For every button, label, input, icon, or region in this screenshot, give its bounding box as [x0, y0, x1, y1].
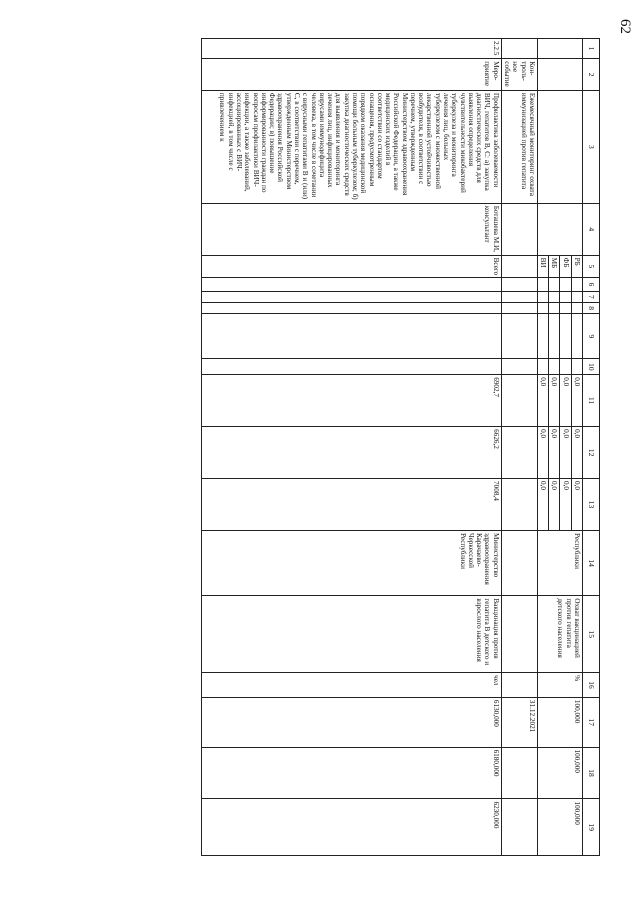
col-header: 7 — [583, 291, 600, 302]
cell-value: 0,0 — [571, 427, 582, 479]
col-header: 10 — [583, 359, 600, 375]
col-header: 11 — [583, 375, 600, 427]
row-number: 2.2.5 — [201, 39, 501, 59]
cell-value: 0,0 — [549, 375, 560, 427]
col-header: 14 — [583, 530, 600, 595]
cell-value: 0,0 — [571, 479, 582, 531]
cell-value: 0,0 — [571, 375, 582, 427]
cell-value: 0,0 — [549, 427, 560, 479]
funding-source: ФБ — [560, 255, 571, 278]
cell-value: 6626,2 — [201, 427, 501, 479]
value-2023: 100,000 — [537, 799, 582, 856]
row-type: Кон-троль-ное событие — [501, 59, 537, 91]
value-2022: 6180,000 — [201, 747, 501, 799]
col-header: 15 — [583, 596, 600, 673]
col-header: 16 — [583, 673, 600, 698]
measure-row — [201, 39, 501, 856]
col-header: 9 — [583, 314, 600, 359]
col-header: 6 — [583, 278, 600, 292]
col-header: 13 — [583, 479, 600, 531]
rotated-table-sheet — [60, 38, 600, 856]
page-number: 62 — [617, 19, 633, 34]
col-header: 18 — [583, 747, 600, 799]
row-description: Профилактика заболеваемости ВИЧ, гепатитов В, С: а) закупка диагностических средств для выявления определения чувствительности микобактерий туберкулеза и мониторинга лечения лиц, больных туберкулезом с множественной лекарственной устойчивостью возбудителя, в соответствии с перечнем, утвержденным Министерством здравоохранения Российской Федерации, а также медицинских изделий в соответствии со стандартом оснащения, предусмотренным порядком оказания медицинской помощи больным туберкулезом; б) закупка диагностических средств для выявления и мониторинга лечения лиц, инфицированных вирусами иммунодефицита человека, в том числе в сочетании с вирусными гепатитами В и (или) С, в соответствии с перечнем, утвержденным Министерством здравоохранения Российской Федерации; в) повышение информированности граждан по вопросам профилактики ВИЧ-инфекции, а также заболеваний, ассоциированных с ВИЧ-инфекцией, в том числе с привлечением к — [201, 90, 501, 203]
row-type: Меро-приятие — [201, 59, 501, 91]
funding-total-label: Всего — [201, 255, 501, 278]
region-text: Республики — [537, 530, 582, 595]
cell-value: 0,0 — [537, 427, 548, 479]
funding-source: РБ — [571, 255, 582, 278]
funding-source: ВИ — [537, 255, 548, 278]
value-2021: 6130,000 — [201, 697, 501, 747]
col-header: 3 — [583, 90, 600, 203]
cell-value: 7008,4 — [201, 479, 501, 531]
value-2022: 100,000 — [537, 747, 582, 799]
col-header: 12 — [583, 427, 600, 479]
responsible: Боташева М.И, консультант — [201, 203, 501, 255]
value-2021: 100,000 — [537, 697, 582, 747]
cell-value: 0,0 — [549, 479, 560, 531]
indicator-name: Вакцинация против гепатита В детского и взрослого населения — [201, 596, 501, 673]
indicator-name: Охват вакцинацией против гепатита детского населения — [537, 596, 582, 673]
funding-source: МБ — [549, 255, 560, 278]
unit: % — [537, 673, 582, 698]
col-header: 8 — [583, 303, 600, 314]
cell-value: 0,0 — [537, 479, 548, 531]
cell-value: 0,0 — [537, 375, 548, 427]
cell-value: 0,0 — [560, 375, 571, 427]
unit: чел — [201, 673, 501, 698]
col-header: 2 — [583, 59, 600, 91]
program-table — [201, 38, 600, 856]
col-header: 17 — [583, 697, 600, 747]
cell-value: 6902,7 — [201, 375, 501, 427]
funding-row-rb — [571, 39, 582, 856]
row-description: Ежемесячный мониторинг охвата иммунизацией против гепатита — [501, 90, 537, 203]
col-header: 4 — [583, 203, 600, 255]
executor: Министерство здравоохранения Карачаево-Черкесской Республики — [201, 530, 501, 595]
cell-value: 0,0 — [560, 427, 571, 479]
cell-value: 0,0 — [560, 479, 571, 531]
col-header: 5 — [583, 255, 600, 278]
header-row — [583, 39, 600, 856]
control-event-row — [501, 39, 537, 856]
control-date: 31.12.2021 — [501, 697, 537, 747]
value-2023: 6230,000 — [201, 799, 501, 856]
col-header: 1 — [583, 39, 600, 59]
col-header: 19 — [583, 799, 600, 856]
